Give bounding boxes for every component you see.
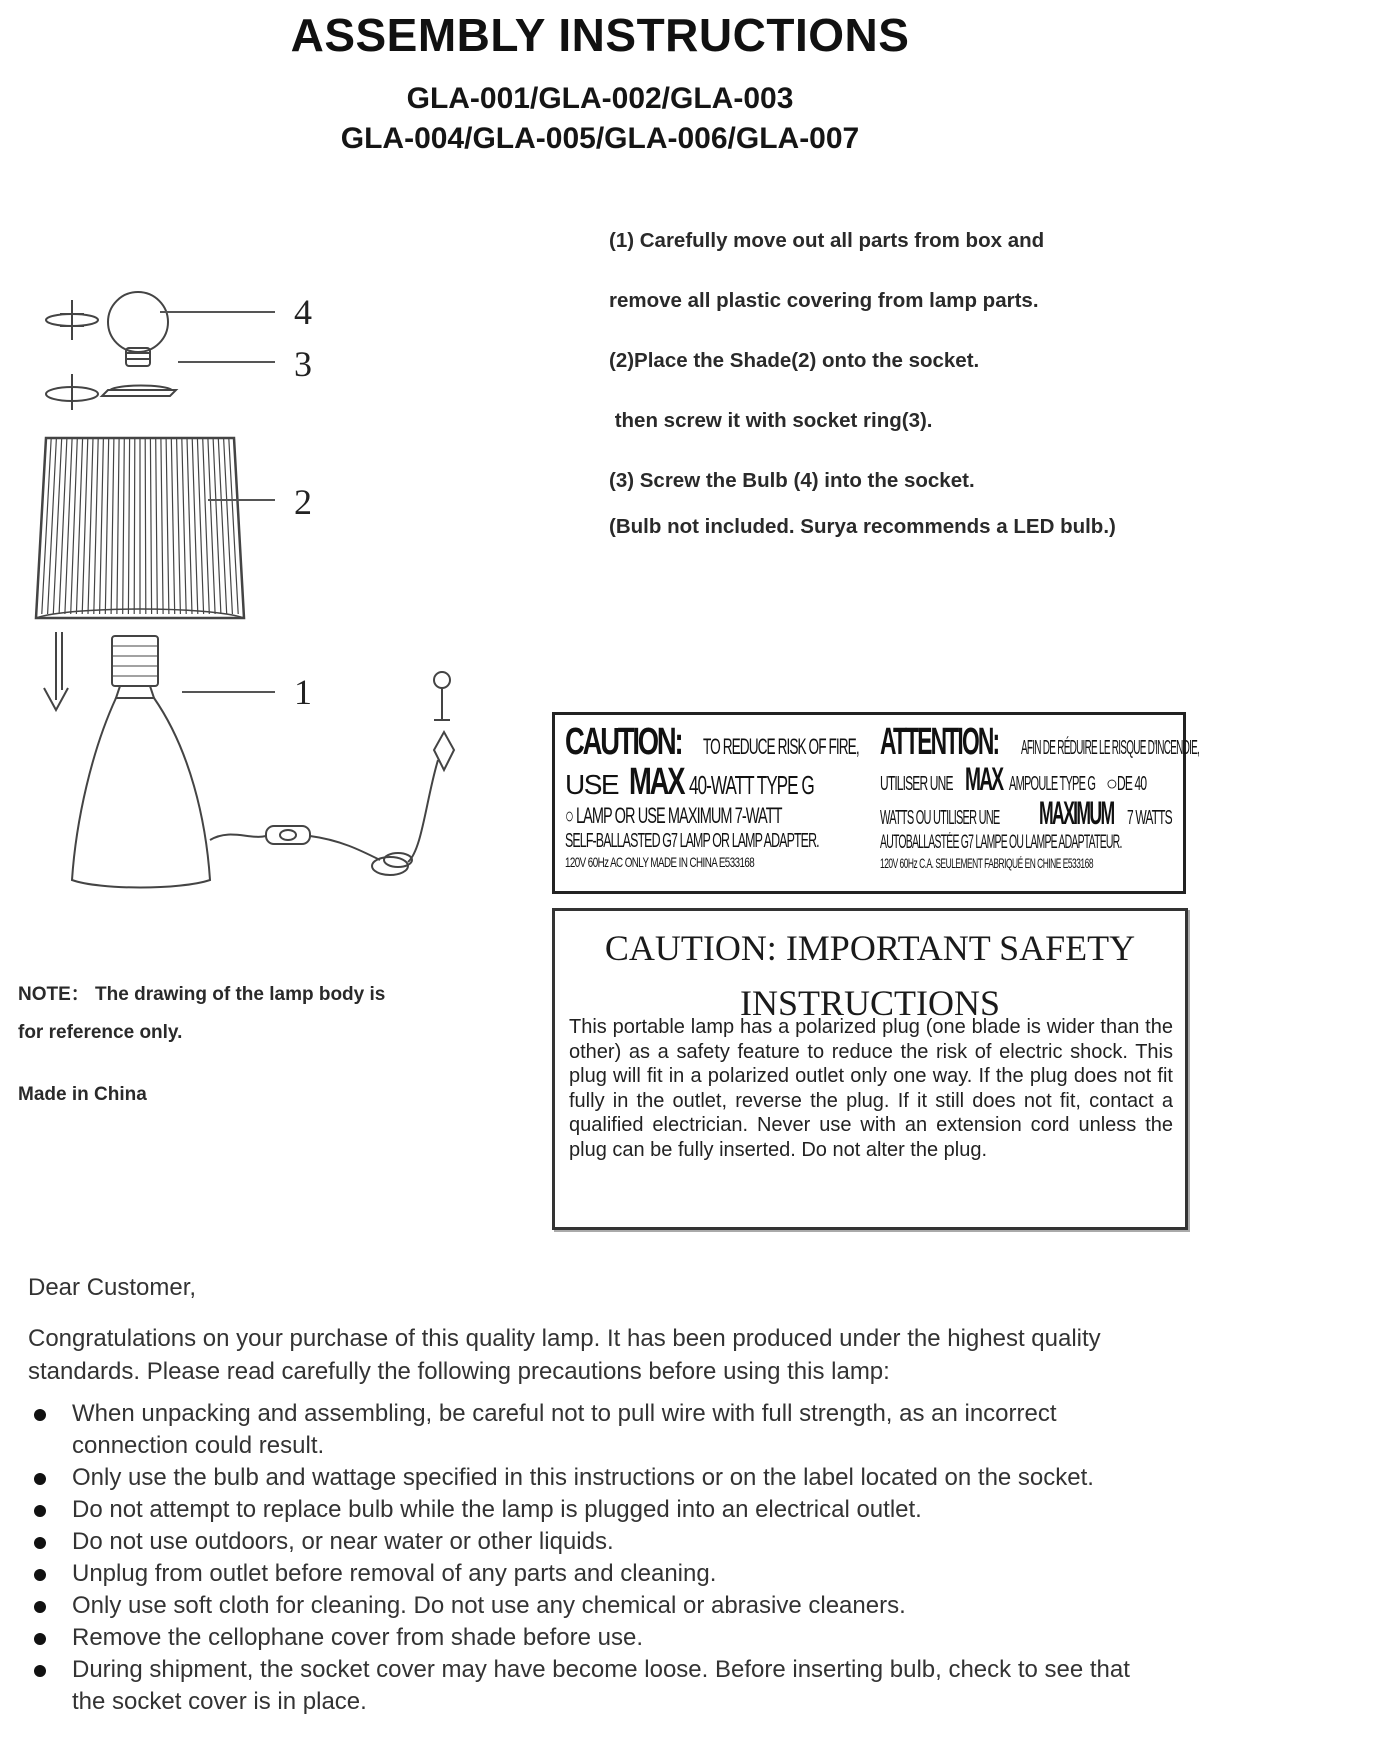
attention-word: ATTENTION:	[880, 721, 999, 763]
step-1-line-1: (1) Carefully move out all parts from box and	[609, 229, 1045, 252]
list-item: Only use the bulb and wattage specified in this instructions or on the label located on the socket.	[28, 1462, 1158, 1494]
part-number-3: 3	[294, 344, 312, 384]
lamp-base-drawing	[72, 636, 454, 888]
caution-label-french	[880, 721, 1200, 871]
caution-use: USE	[565, 769, 619, 800]
bulb-icon-fr: ○	[1105, 773, 1117, 795]
attention-l5: 120V 60Hz C.A. SEULEMENT FABRIQUÉ EN CHINE E533168	[880, 855, 1094, 871]
lamp-exploded-diagram	[30, 280, 550, 920]
list-item: Unplug from outlet before removal of any parts and cleaning.	[28, 1558, 1158, 1590]
model-numbers-line-1: GLA-001/GLA-002/GLA-003	[406, 82, 794, 115]
caution-max: MAX	[629, 761, 684, 803]
attention-l2c: DE 40	[1116, 773, 1146, 795]
caution-l2: 40-WATT TYPE G	[688, 770, 814, 800]
part-number-2: 2	[294, 482, 312, 522]
page-title: ASSEMBLY INSTRUCTIONS	[290, 9, 910, 61]
caution-word: CAUTION:	[565, 721, 682, 763]
socket-ring-drawing	[46, 374, 176, 410]
made-in-china: Made in China	[18, 1084, 147, 1105]
caution-label	[552, 712, 1200, 894]
caution-label-english	[565, 723, 865, 869]
part-number-4: 4	[294, 292, 312, 332]
letter-greeting: Dear Customer,	[28, 1274, 197, 1301]
leader-lines	[160, 312, 275, 692]
attention-l2b: AMPOULE TYPE G	[1009, 773, 1096, 795]
caution-l4: SELF-BALLASTED G7 LAMP OR LAMP ADAPTER.	[565, 830, 819, 852]
precautions-list	[28, 1398, 1158, 1718]
attention-l4: AUTOBALLASTÉE G7 LAMPE OU LAMPE ADAPTATEUR.	[880, 832, 1122, 853]
caution-l5: 120V 60Hz AC ONLY MADE IN CHINA E533168	[565, 854, 755, 870]
model-numbers-line-2: GLA-004/GLA-005/GLA-006/GLA-007	[340, 122, 860, 155]
arrow-down-icon	[44, 632, 68, 710]
list-item: Remove the cellophane cover from shade before use.	[28, 1622, 1158, 1654]
safety-title-line-1: CAUTION: IMPORTANT SAFETY	[604, 928, 1136, 968]
bulb-drawing	[46, 292, 168, 366]
caution-l1: TO REDUCE RISK OF FIRE,	[702, 734, 859, 759]
step-2-line-1: (2)Place the Shade(2) onto the socket.	[609, 349, 980, 372]
shade-drawing	[36, 438, 244, 618]
attention-maximum: MAXIMUM	[1039, 795, 1114, 831]
attention-max: MAX	[965, 761, 1003, 797]
safety-title-line-2: INSTRUCTIONS	[739, 983, 1000, 1023]
list-item: When unpacking and assembling, be careful not to pull wire with full strength, as an incorrect connection could result.	[28, 1398, 1158, 1462]
part-number-1: 1	[294, 672, 312, 712]
safety-instructions-box	[552, 908, 1188, 1230]
list-item: Only use soft cloth for cleaning. Do not use any chemical or abrasive cleaners.	[28, 1590, 1158, 1622]
letter-intro: Congratulations on your purchase of this quality lamp. It has been produced under the highest quality standards. Please read carefully the following precautions before using this lamp:	[28, 1325, 1101, 1385]
drawing-note: NOTE： The drawing of the lamp body is for reference only.	[18, 984, 386, 1043]
attention-l2a: UTILISER UNE	[880, 773, 953, 795]
list-item: Do not use outdoors, or near water or other liquids.	[28, 1526, 1158, 1558]
step-3-note: (Bulb not included. Surya recommends a LED bulb.)	[609, 515, 1116, 538]
caution-l3: LAMP OR USE MAXIMUM 7-WATT	[575, 803, 782, 828]
attention-l3a: WATTS OU UTILISER UNE	[880, 807, 1000, 829]
bulb-icon: ○	[565, 803, 573, 828]
step-1-line-2: remove all plastic covering from lamp parts.	[609, 289, 1039, 312]
attention-l3b: 7 WATTS	[1126, 807, 1172, 829]
list-item: During shipment, the socket cover may have become loose. Before inserting bulb, check to see that the socket cover is in place.	[28, 1654, 1158, 1718]
attention-l1: AFIN DE RÉDUIRE LE RISQUE D'INCENDIE,	[1021, 737, 1200, 759]
step-2-line-2: then screw it with socket ring(3).	[609, 409, 933, 432]
step-3-line-1: (3) Screw the Bulb (4) into the socket.	[609, 469, 975, 492]
safety-body: This portable lamp has a polarized plug (one blade is wider than the other) as a safety feature to reduce the risk of electric shock. This plug will fit in a polarized outlet only one way. If the plug does not fit fully in the outlet, reverse the plug. If it still does not fit, contact a qualified electrician. Never use with an extension cord unless the plug can be fully inserted. Do not alter the plug.	[569, 1016, 1173, 1161]
list-item: Do not attempt to replace bulb while the lamp is plugged into an electrical outlet.	[28, 1494, 1158, 1526]
